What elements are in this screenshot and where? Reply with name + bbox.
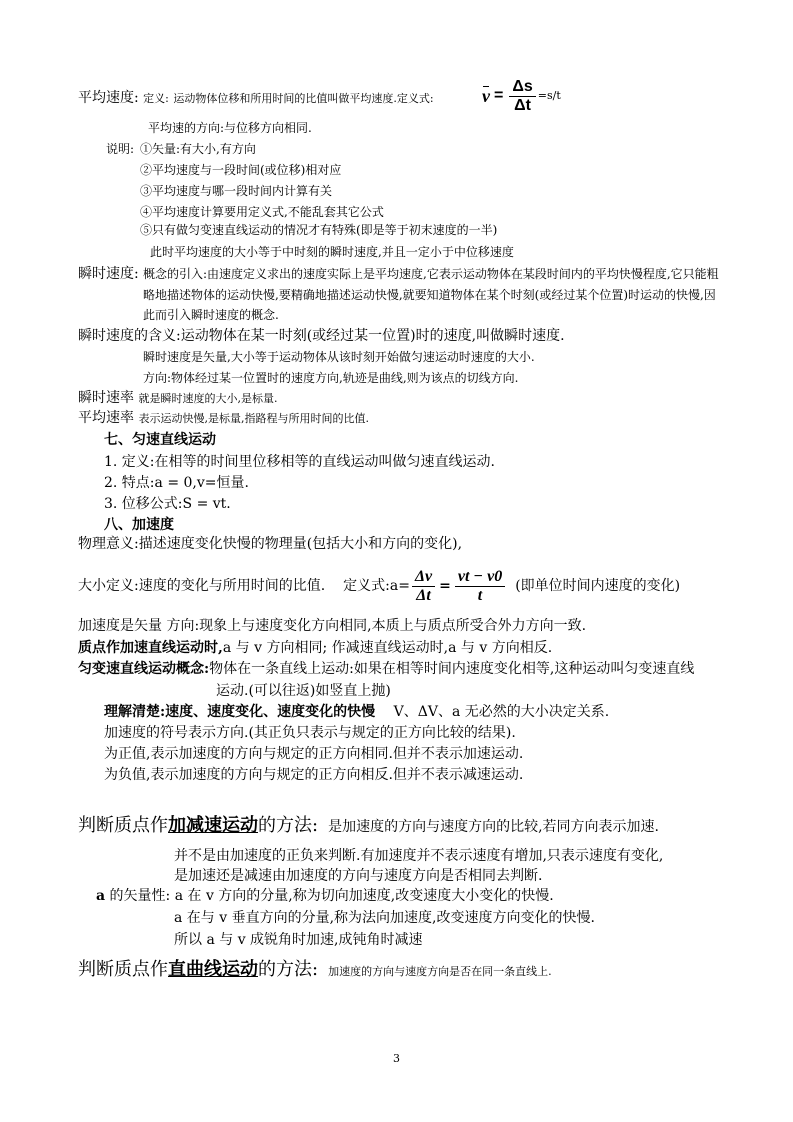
formula-v-bar: v — [482, 86, 490, 106]
avg-speed-line — [78, 88, 434, 109]
instant-intro-3: 此而引入瞬时速度的概念. — [143, 308, 279, 322]
judge-curve-text: 加速度的方向与速度方向是否在同一条直线上. — [328, 965, 552, 978]
instant-rate-line — [78, 388, 277, 409]
note-item-1: ①矢量:有大小,有方向 — [140, 142, 256, 156]
vector-line-1: a 在 v 方向的分量,称为切向加速度,改变速度大小变化的快慢. — [174, 888, 554, 904]
accel-fraction-2 — [455, 568, 505, 605]
page-number: 3 — [393, 1052, 400, 1065]
judge-curve-suffix: 的方法: — [258, 959, 319, 980]
accel-equals: = — [439, 578, 451, 594]
avg-speed-direction: 平均速的方向:与位移方向相同. — [148, 121, 312, 135]
variable-motion-text: 物体在一条直线上运动:如果在相等时间内速度变化相等,这种运动叫匀变速直线 — [209, 661, 695, 677]
note-item-5: ⑤只有做匀变速直线运动的情况才有特殊(即是等于初末速度的一半) — [140, 223, 498, 237]
accel-formula-label: 定义式:a= — [343, 578, 410, 594]
accel-heading: 八、加速度 — [104, 517, 174, 533]
accel-fraction-1 — [412, 568, 435, 605]
accel-size-def-line — [78, 566, 680, 606]
accel-f1-den: Δt — [416, 586, 431, 604]
note-item-3: ③平均速度与哪一段时间内计算有关 — [140, 184, 333, 198]
clarify-line — [104, 702, 609, 722]
vector-label-line — [96, 886, 554, 906]
accel-direction-line — [78, 638, 552, 658]
variable-motion-label: 匀变速直线运动概念: — [78, 661, 210, 677]
vector-label-text: 的矢量性: — [109, 888, 171, 904]
judge-accel-emph: 加减速运动 — [168, 815, 258, 836]
judge-curve-prefix: 判断质点作 — [78, 959, 168, 980]
instant-intro-2: 略地描述物体的运动快慢,要精确地描述运动快慢,就要知道物体在某个时刻(或经过某个位置)时运动的快慢,因 — [143, 288, 716, 302]
vector-label-a: a — [96, 888, 106, 904]
instant-speed-label: 瞬时速度: — [78, 266, 139, 282]
instant-vector-note: 瞬时速度是矢量,大小等于运动物体从该时刻开始做匀速运动时速度的大小. — [143, 350, 535, 364]
sign-line-2: 为正值,表示加速度的方向与规定的正方向相同.但并不表示加速运动. — [104, 746, 524, 762]
formula-numerator: Δs — [509, 78, 535, 97]
accel-direction-text: a 与 v 方向相同; 作减速直线运动时,a 与 v 方向相反. — [222, 640, 553, 656]
instant-intro-1: 概念的引入:由速度定义求出的速度实际上是平均速度,它表示运动物体在某段时间内的平均快慢程度,它只能粗 — [143, 267, 719, 281]
sign-line-1: 加速度的符号表示方向.(其正负只表示与规定的正方向比较的结果). — [104, 725, 516, 741]
judge-accel-suffix: 的方法: — [258, 815, 319, 836]
accel-f1-num: Δv — [412, 568, 435, 587]
accel-vector-line: 加速度是矢量 方向:现象上与速度变化方向相同,本质上与质点所受合外力方向一致. — [78, 618, 587, 634]
uniform-item-2: 2. 特点:a = 0,v=恒量. — [104, 475, 249, 491]
instant-meaning: 瞬时速度的含义:运动物体在某一时刻(或经过某一位置)时的速度,叫做瞬时速度. — [78, 328, 565, 344]
sign-line-3: 为负值,表示加速度的方向与规定的正方向相反.但并不表示减速运动. — [104, 767, 524, 783]
instant-direction-note: 方向:物体经过某一位置时的速度方向,轨迹是曲线,则为该点的切线方向. — [143, 371, 519, 385]
note-extra: 此时平均速度的大小等于中时刻的瞬时速度,并且一定小于中位移速度 — [150, 245, 514, 259]
judge-accel-prefix: 判断质点作 — [78, 815, 168, 836]
variable-motion-line — [78, 659, 694, 679]
accel-physical-meaning: 物理意义:描述速度变化快慢的物理量(包括大小和方向的变化), — [78, 536, 463, 552]
accel-formula-note: (即单位时间内速度的变化) — [515, 578, 681, 594]
avg-rate-line — [78, 408, 369, 429]
judge-accel-line — [78, 814, 659, 838]
avg-speed-def-prefix: 定义: — [143, 92, 169, 105]
avg-speed-formula — [482, 76, 561, 116]
judge-accel-line-2: 并不是由加速度的正负来判断.有加速度并不表示速度有增加,只表示速度有变化, — [174, 848, 664, 864]
formula-fraction — [509, 78, 535, 115]
avg-speed-def-text: 运动物体位移和所用时间的比值叫做平均速度.定义式: — [173, 92, 434, 105]
judge-accel-line-3: 是加速还是减速由加速度的方向与速度方向是否相同去判断. — [174, 868, 543, 884]
judge-curve-line — [78, 958, 552, 982]
clarify-text: V、ΔV、a 无必然的大小决定关系. — [393, 704, 610, 720]
accel-f2-den: t — [477, 586, 483, 604]
formula-denominator: Δt — [514, 96, 531, 114]
instant-rate-label: 瞬时速率 — [78, 390, 134, 406]
note-item-2: ②平均速度与一段时间(或位移)相对应 — [140, 163, 342, 177]
note-item-4: ④平均速度计算要用定义式,不能乱套其它公式 — [140, 205, 384, 219]
judge-accel-text: 是加速度的方向与速度方向的比较,若同方向表示加速. — [328, 819, 659, 835]
accel-f2-num: vt − v0 — [455, 568, 505, 587]
formula-suffix: =s/t — [537, 89, 561, 102]
instant-rate-text: 就是瞬时速度的大小,是标量. — [138, 392, 278, 405]
uniform-item-1: 1. 定义:在相等的时间里位移相等的直线运动叫做匀速直线运动. — [104, 454, 495, 470]
note-label: 说明: — [106, 142, 135, 156]
uniform-item-3: 3. 位移公式:S = vt. — [104, 496, 231, 512]
accel-direction-label: 质点作加速直线运动时, — [78, 640, 223, 656]
vector-line-3: 所以 a 与 v 成锐角时加速,成钝角时减速 — [174, 932, 423, 948]
uniform-heading: 七、匀速直线运动 — [104, 432, 216, 448]
variable-motion-text-2: 运动.(可以往返)如竖直上抛) — [216, 683, 391, 699]
formula-equals: = — [494, 87, 504, 104]
judge-curve-emph: 直曲线运动 — [168, 959, 258, 980]
avg-rate-text: 表示运动快慢,是标量,指路程与所用时间的比值. — [138, 412, 369, 425]
accel-size-def: 大小定义:速度的变化与所用时间的比值. — [78, 578, 326, 594]
avg-rate-label: 平均速率 — [78, 410, 134, 426]
vector-line-2: a 在与 v 垂直方向的分量,称为法向加速度,改变速度方向变化的快慢. — [174, 910, 595, 926]
clarify-label: 理解清楚:速度、速度变化、速度变化的快慢 — [104, 704, 376, 720]
avg-speed-label: 平均速度: — [78, 90, 139, 106]
